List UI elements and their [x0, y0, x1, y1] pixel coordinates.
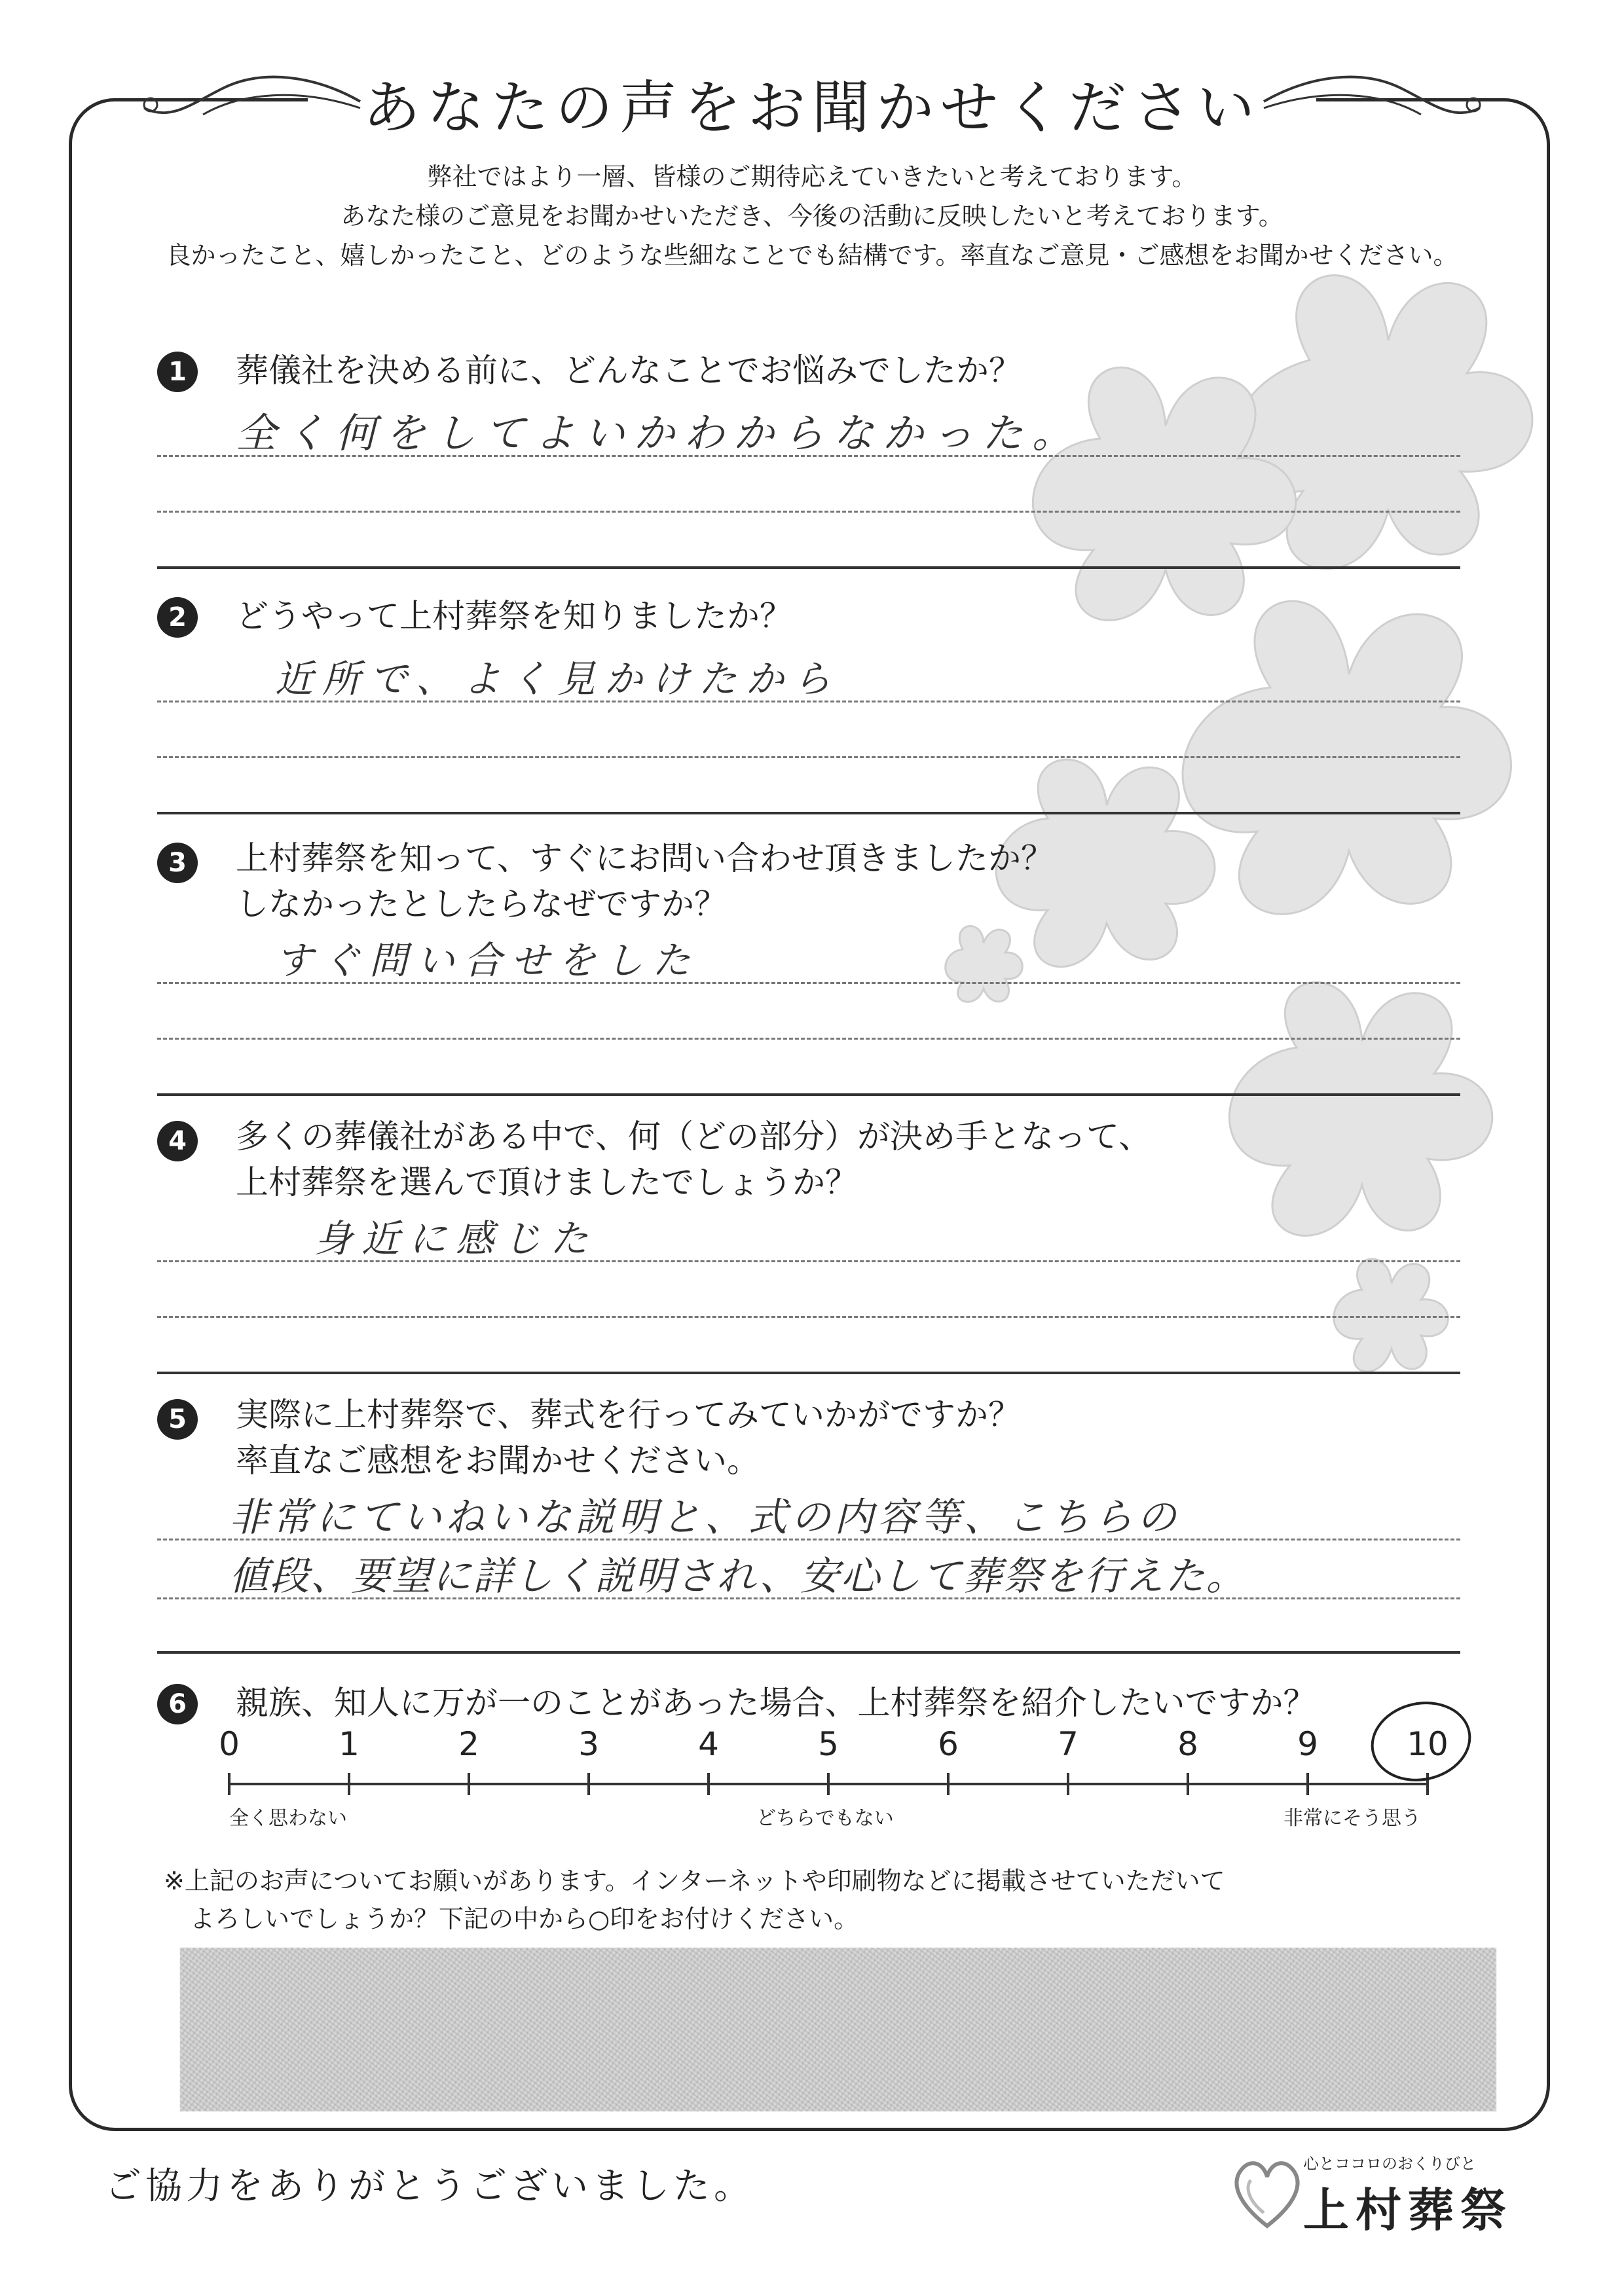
- page-title: あなたの声をお聞かせください: [362, 74, 1261, 141]
- consent-options-area[interactable]: [180, 1948, 1496, 2111]
- scale-tick-label[interactable]: 2: [458, 1725, 479, 1763]
- scale-label-min: 全く思わない: [229, 1807, 347, 1830]
- answer-line: [157, 1316, 1460, 1318]
- answer-handwriting[interactable]: 非常にていねいな説明と、式の内容等、こちらの: [229, 1495, 1180, 1540]
- question-text: 多くの葬儀社がある中で、何（どの部分）が決め手となって、: [236, 1118, 1151, 1156]
- question-text: 率直なご感想をお聞かせください。: [236, 1442, 760, 1480]
- scale-label-mid: どちらでもない: [756, 1807, 894, 1830]
- brand-tagline: 心とココロのおくりびと: [1303, 2155, 1476, 2173]
- answer-handwriting[interactable]: 値段、要望に詳しく説明され、安心して葬祭を行えた。: [229, 1554, 1247, 1599]
- section-divider: [157, 1372, 1460, 1374]
- scale-tick-label[interactable]: 6: [938, 1725, 959, 1763]
- answer-handwriting[interactable]: すぐ問い合せをした: [275, 938, 700, 983]
- notice-line: ※上記のお声についてお願いがあります。インターネットや印刷物などに掲載させていただいて: [164, 1867, 1225, 1895]
- scale-tick-label[interactable]: 8: [1177, 1725, 1198, 1763]
- question-text: 葬儀社を決める前に、どんなことでお悩みでしたか？: [236, 352, 1022, 390]
- section-divider: [157, 566, 1460, 569]
- answer-handwriting[interactable]: 身近に感じた: [314, 1216, 598, 1261]
- answer-handwriting[interactable]: 近所で、よく見かけたから: [275, 657, 840, 701]
- selected-score-circle-icon: [1365, 1696, 1477, 1789]
- scale-tick-label[interactable]: 3: [578, 1725, 599, 1763]
- answer-line: [157, 982, 1460, 984]
- intro-line: 良かったこと、嬉しかったこと、どのような些細なことでも結構です。率直なご意見・ご感想をお聞かせください。: [166, 241, 1458, 270]
- question-number-badge: 6: [157, 1684, 198, 1724]
- question-text: しなかったとしたらなぜですか？: [236, 885, 727, 923]
- scale-tick-label[interactable]: 5: [818, 1725, 839, 1763]
- notice-line: よろしいでしょうか？下記の中から○印をお付けください。: [190, 1904, 859, 1933]
- question-text: 実際に上村葬祭で、葬式を行ってみていかがですか？: [236, 1396, 1021, 1434]
- scale-tick-label[interactable]: 7: [1058, 1725, 1079, 1763]
- intro-text: [131, 157, 1493, 275]
- thanks-message: ご協力をありがとうございました。: [105, 2165, 754, 2208]
- question-number-badge: 1: [157, 352, 198, 392]
- section-divider: [157, 1093, 1460, 1096]
- question-number-badge: 5: [157, 1399, 198, 1440]
- section-divider: [157, 1651, 1460, 1654]
- question-text: 上村葬祭を知って、すぐにお問い合わせ頂きましたか？: [236, 839, 1054, 877]
- intro-line: あなた様のご意見をお聞かせいただき、今後の活動に反映したいと考えております。: [341, 202, 1283, 230]
- answer-line: [157, 455, 1460, 457]
- answer-line: [157, 756, 1460, 758]
- scale-tick-label[interactable]: 0: [219, 1725, 240, 1763]
- question-number-badge: 3: [157, 843, 198, 883]
- answer-line: [157, 1539, 1460, 1540]
- answer-line: [157, 1038, 1460, 1040]
- brand-name: 上村葬祭: [1303, 2183, 1513, 2237]
- heart-logo-icon: [1231, 2147, 1303, 2232]
- answer-handwriting[interactable]: 全く何をしてよいかわからなかった。: [236, 409, 1082, 457]
- answer-line: [157, 511, 1460, 513]
- question-number-badge: 2: [157, 597, 198, 638]
- scale-tick-label[interactable]: 1: [339, 1725, 360, 1763]
- question-text: 上村葬祭を選んで頂けましたでしょうか？: [236, 1163, 858, 1201]
- scale-label-max: 非常にそう思う: [1283, 1807, 1421, 1830]
- question-text: どうやって上村葬祭を知りましたか？: [236, 597, 792, 635]
- scale-tick-label[interactable]: 9: [1297, 1725, 1318, 1763]
- scale-tick-label[interactable]: 10: [1407, 1725, 1449, 1763]
- answer-line: [157, 1597, 1460, 1599]
- intro-line: 弊社ではより一層、皆様のご期待応えていきたいと考えております。: [427, 162, 1197, 191]
- scale-tick-label[interactable]: 4: [698, 1725, 719, 1763]
- question-number-badge: 4: [157, 1121, 198, 1161]
- section-divider: [157, 812, 1460, 814]
- answer-line: [157, 1260, 1460, 1262]
- answer-line: [157, 701, 1460, 702]
- question-text: 親族、知人に万が一のことがあった場合、上村葬祭を紹介したいですか？: [236, 1684, 1316, 1722]
